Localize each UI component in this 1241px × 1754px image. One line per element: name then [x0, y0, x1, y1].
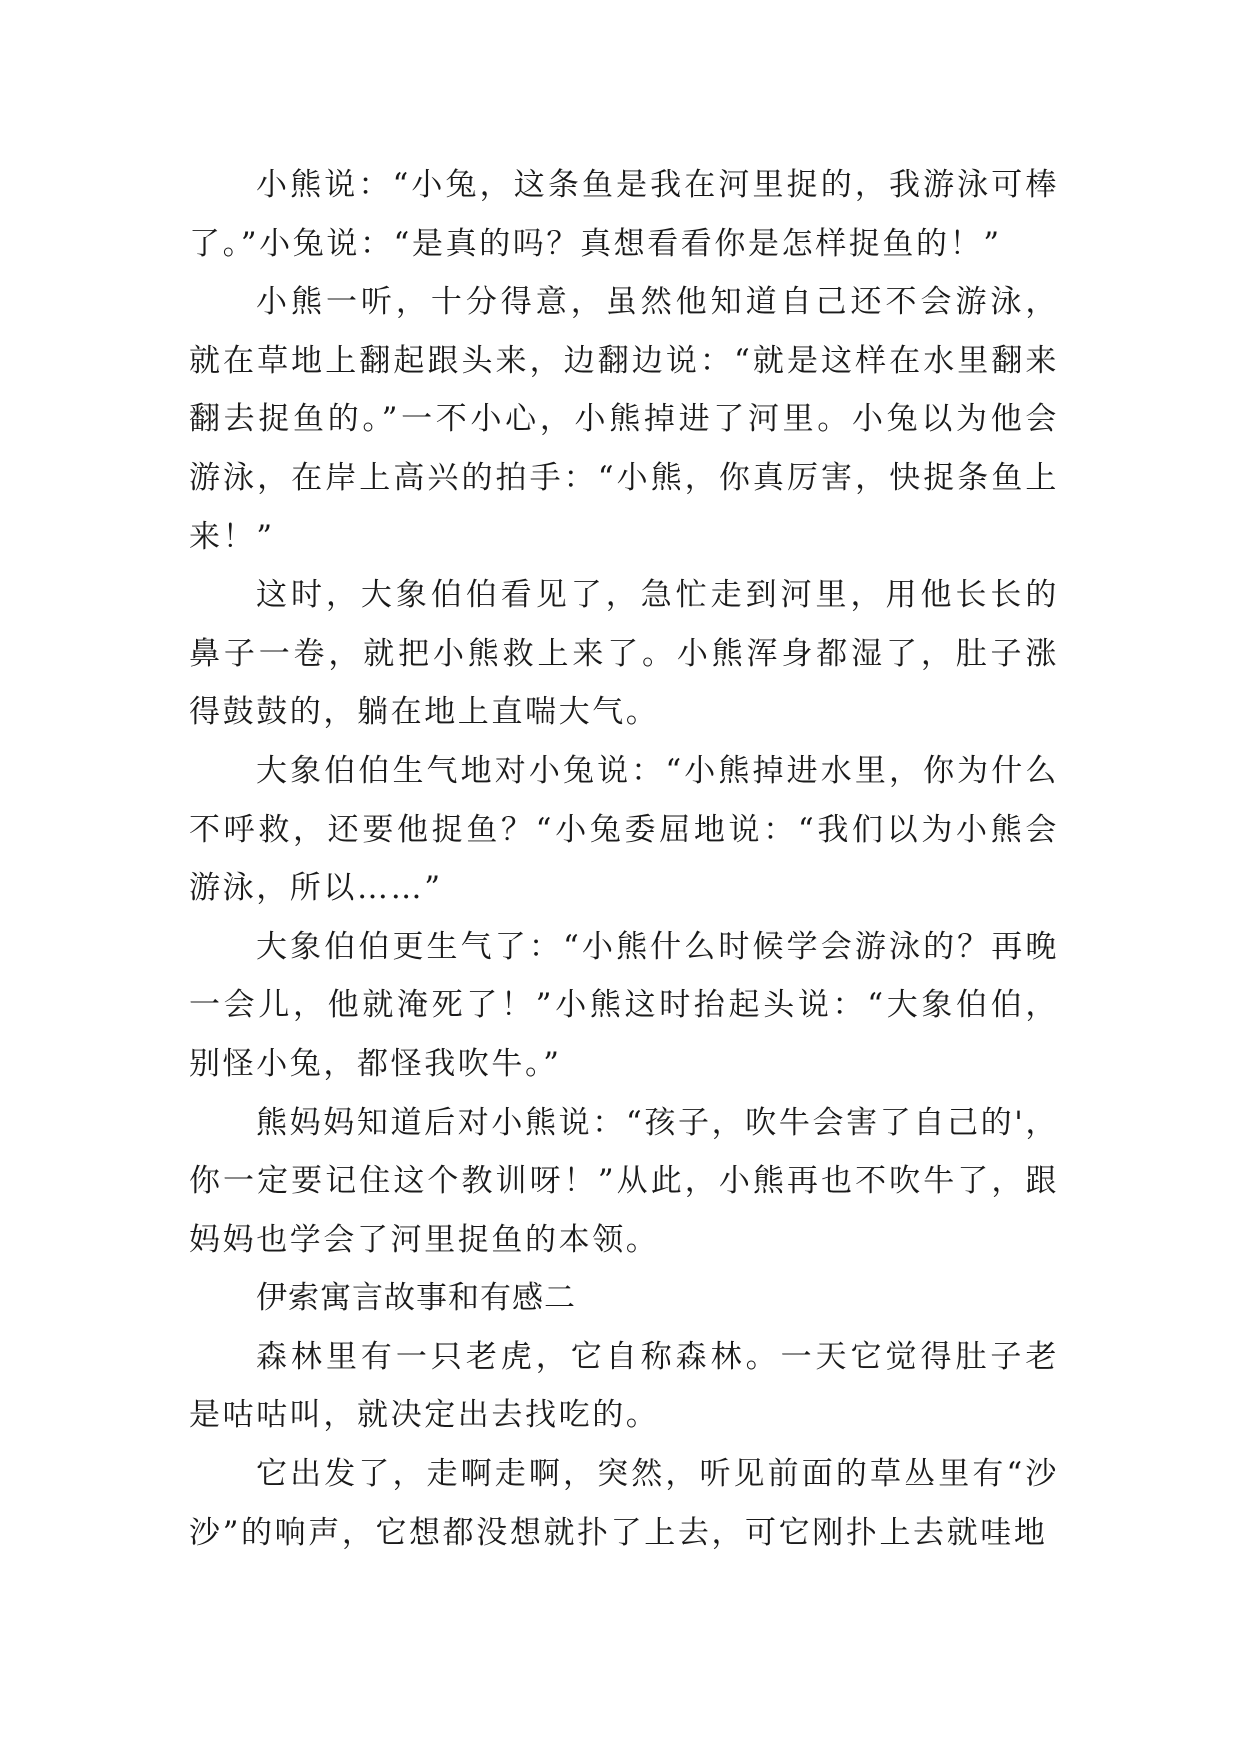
paragraph: 森林里有一只老虎，它自称森林。一天它觉得肚子老是咕咕叫，就决定出去找吃的。 [189, 1338, 1059, 1434]
paragraph: 小熊一听，十分得意，虽然他知道自己还不会游泳，就在草地上翻起跟头来，边翻边说：“就是这样在水里翻来翻去捉鱼的。”一不小心，小熊掉进了河里。小兔以为他会游泳，在岸上高兴的拍手：“小熊，你真厉害，快捉条鱼上来！” [189, 284, 1059, 555]
paragraph: 大象伯伯更生气了：“小熊什么时候学会游泳的？再晚一会儿，他就淹死了！”小熊这时抬起头说：“大象伯伯，别怪小兔，都怪我吹牛。” [189, 928, 1059, 1082]
paragraph: 大象伯伯生气地对小兔说：“小熊掉进水里，你为什么不呼救，还要他捉鱼？“小兔委屈地说：“我们以为小熊会游泳，所以……” [189, 752, 1059, 907]
paragraph: 小熊说：“小兔，这条鱼是我在河里捉的，我游泳可棒了。”小兔说：“是真的吗？真想看看你是怎样捉鱼的！” [189, 167, 1059, 262]
paragraph: 它出发了，走啊走啊，突然，听见前面的草丛里有“沙沙”的响声，它想都没想就扑了上去，可它刚扑上去就哇地 [189, 1456, 1059, 1551]
paragraph: 熊妈妈知道后对小熊说：“孩子，吹牛会害了自己的'，你一定要记住这个教训呀！”从此，小熊再也不吹牛了，跟妈妈也学会了河里捉鱼的本领。 [189, 1104, 1059, 1258]
section-title: 伊索寓言故事和有感二 [256, 1280, 576, 1317]
paragraph: 这时，大象伯伯看见了，急忙走到河里，用他长长的鼻子一卷，就把小熊救上来了。小熊浑身都湿了，肚子涨得鼓鼓的，躺在地上直喘大气。 [189, 577, 1059, 731]
document-body [189, 156, 1059, 1562]
